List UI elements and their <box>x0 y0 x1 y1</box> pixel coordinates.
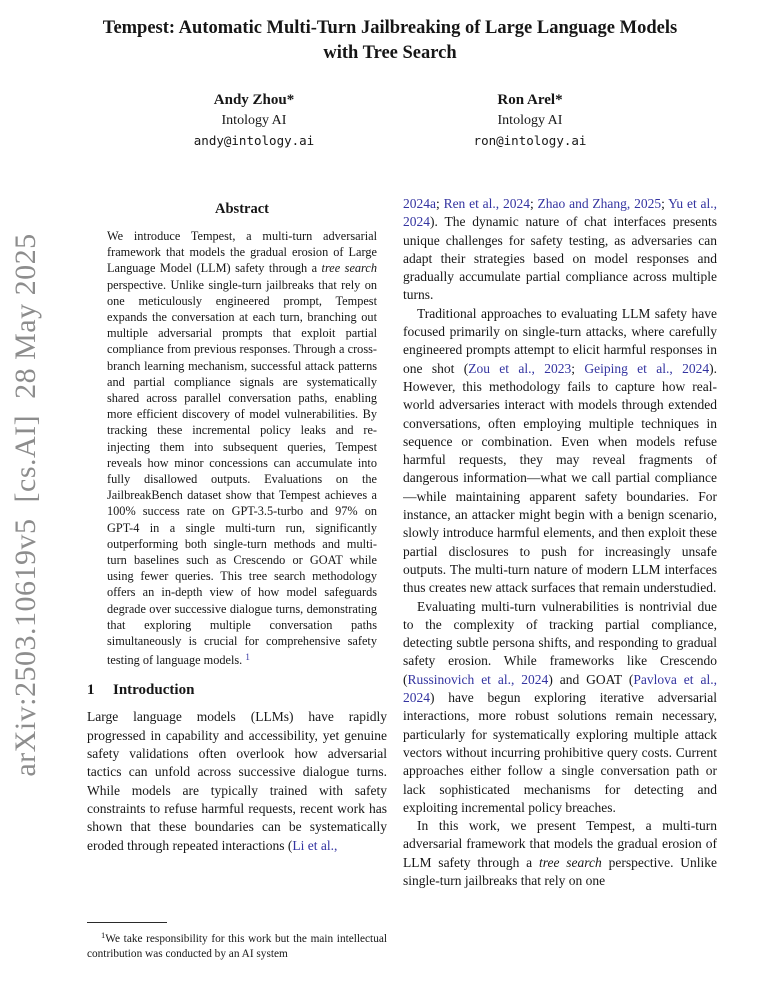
citation-link[interactable]: Russinovich et al., 2024 <box>407 671 549 687</box>
citation-link[interactable]: Li et al., <box>292 837 338 853</box>
citation-link[interactable]: Zou et al., 2023 <box>468 360 572 376</box>
text-run: tree search <box>538 854 602 870</box>
paragraph <box>403 817 717 890</box>
arxiv-watermark: arXiv:2503.10619v5 [cs.AI] 28 May 2025 <box>9 233 42 777</box>
footnote-marker[interactable]: 1 <box>101 930 106 940</box>
right-column <box>403 195 717 963</box>
section-title: Introduction <box>113 682 195 699</box>
text-run: ). However, this methodology fails to capture how real-world adversaries interact with models through extended conversations, often employing multiple techniques in sequence or combination. Even when models refuse harmful requests, they may reveal fragments of dangerous information—what we call partial compliance—while maintaining apparent safety boundaries. For instance, an attacker might begin with a benign scenario, slowly introduce harmful elements, and then exploit these partial disclosures to push for increasingly unsafe outputs. The multi-turn nature of modern LLM interfaces thus creates new attack surfaces that remain understudied. <box>403 360 717 596</box>
text-run: ) and GOAT ( <box>548 671 634 687</box>
text-run: perspective. Unlike single-turn jailbreaks that rely on one meticulously engineered prompt, Tempest expands the conversation at each turn, branching out multiple adversarial prompts that exploit partial compliance from previous responses. Through a cross-branch learning mechanism, successful attack patterns and partial compliance signals are systematically shared across parallel conversation paths, enabling more efficient discovery of model vulnerabilities. By tracking these incremental policy leaks and re-injecting them into subsequent queries, Tempest reveals how minor concessions can accumulate into fully disallowed outputs. Evaluations on the JailbreakBench dataset show that Tempest achieves a 100% success rate on GPT-3.5-turbo and 97% on GPT-4 in a single multi-turn run, significantly outperforming both single-turn methods and multi-turn baselines such as Crescendo or GOAT while using fewer queries. This tree search methodology offers an in-depth view of how model safeguards degrade over successive dialogue turns, demonstrating that exploring multiple conversation paths simultaneously is crucial for comprehensive safety testing of language models. <box>107 277 377 668</box>
paper-title <box>75 16 705 66</box>
footnote-rule <box>87 922 167 923</box>
section-number: 1 <box>87 682 95 699</box>
text-run: ; <box>436 196 444 211</box>
author-affiliation: Intology AI <box>221 113 287 128</box>
paragraph <box>403 598 717 818</box>
citation-link[interactable]: Geiping et al., 2024 <box>584 360 710 376</box>
citation-link[interactable]: Yu et al., 2024 <box>403 196 717 230</box>
author-affiliation: Intology AI <box>497 113 563 128</box>
text-run: ; <box>571 360 585 376</box>
two-column-body <box>87 195 717 963</box>
text-run: We introduce Tempest, a multi-turn adversarial framework that models the gradual erosion of Large Language Model (LLM) safety through a <box>107 229 377 276</box>
citation-link[interactable]: Ren et al., 2024 <box>443 196 530 211</box>
author-2 <box>440 90 620 151</box>
text-run: In this work, we present Tempest, a multi-turn adversarial framework that models the gradual erosion of LLM safety through a <box>403 818 717 870</box>
text-run: perspective. Unlike single-turn jailbreaks that rely on one <box>403 854 717 888</box>
paragraph <box>87 708 387 854</box>
text-run: Large language models (LLMs) have rapidly progressed in capability and accessibility, yet genuine safety validations often overlook how adversarial tactics can unfold across successive dialogue turns. While models are typically trained with safety constraints to refuse harmful requests, recent work has shown that these boundaries can be systematically eroded through repeated interactions ( <box>87 709 387 853</box>
footnote-text: We take responsibility for this work but the main intellectual contribution was conducted by an AI system <box>87 933 387 960</box>
text-run: Traditional approaches to evaluating LLM safety have focused primarily on single-turn attacks, where carefully engineered prompts attempt to elicit harmful responses in one shot ( <box>403 305 717 376</box>
author-name: Ron Arel* <box>497 92 563 108</box>
text-run: ). The dynamic nature of chat interfaces presents unique challenges for safety testing, as adversaries can adapt their strategies based on model responses and gradually accumulate partial compliance across multiple turns. <box>403 214 717 303</box>
author-name: Andy Zhou* <box>213 92 295 108</box>
paragraph <box>403 305 717 598</box>
footnote <box>87 922 387 961</box>
text-run: ; <box>529 196 538 211</box>
text-run: ; <box>661 196 669 211</box>
text-run: Evaluating multi-turn vulnerabilities is nontrivial due to the complexity of tracking partial compliance, detecting subtle persona shifts, and responding to gradual safety erosion. While frameworks like Crescendo ( <box>403 598 717 687</box>
author-email-link[interactable]: andy@intology.ai <box>193 133 315 148</box>
citation-link[interactable]: 2024a <box>403 196 436 211</box>
author-1 <box>164 90 344 151</box>
text-run: ) have begun exploring iterative adversarial interactions, more robust solutions remain necessary, particularly for systematically exploring multiple attack vectors without incurring prohibitive query costs. Current approaches either follow a single conversation path or lack sophisticated mechanisms for detecting and exploiting incremental policy breaches. <box>403 690 717 815</box>
paper-title-line1: Tempest: Automatic Multi-Turn Jailbreaking of Large Language Models <box>102 18 678 38</box>
abstract-heading: Abstract <box>215 201 269 217</box>
section-heading-introduction <box>87 682 387 699</box>
footnote-ref[interactable]: 1 <box>245 652 250 663</box>
citation-link[interactable]: Pavlova et al., 2024 <box>403 671 717 706</box>
left-column <box>87 195 387 963</box>
author-email-link[interactable]: ron@intology.ai <box>473 133 587 148</box>
citation-link[interactable]: Zhao and Zhang, 2025 <box>537 196 662 211</box>
text-run: tree search <box>321 261 377 276</box>
paper-title-line2: with Tree Search <box>323 43 457 63</box>
author-block <box>77 90 707 151</box>
abstract-body <box>107 228 377 668</box>
paragraph <box>403 195 717 305</box>
